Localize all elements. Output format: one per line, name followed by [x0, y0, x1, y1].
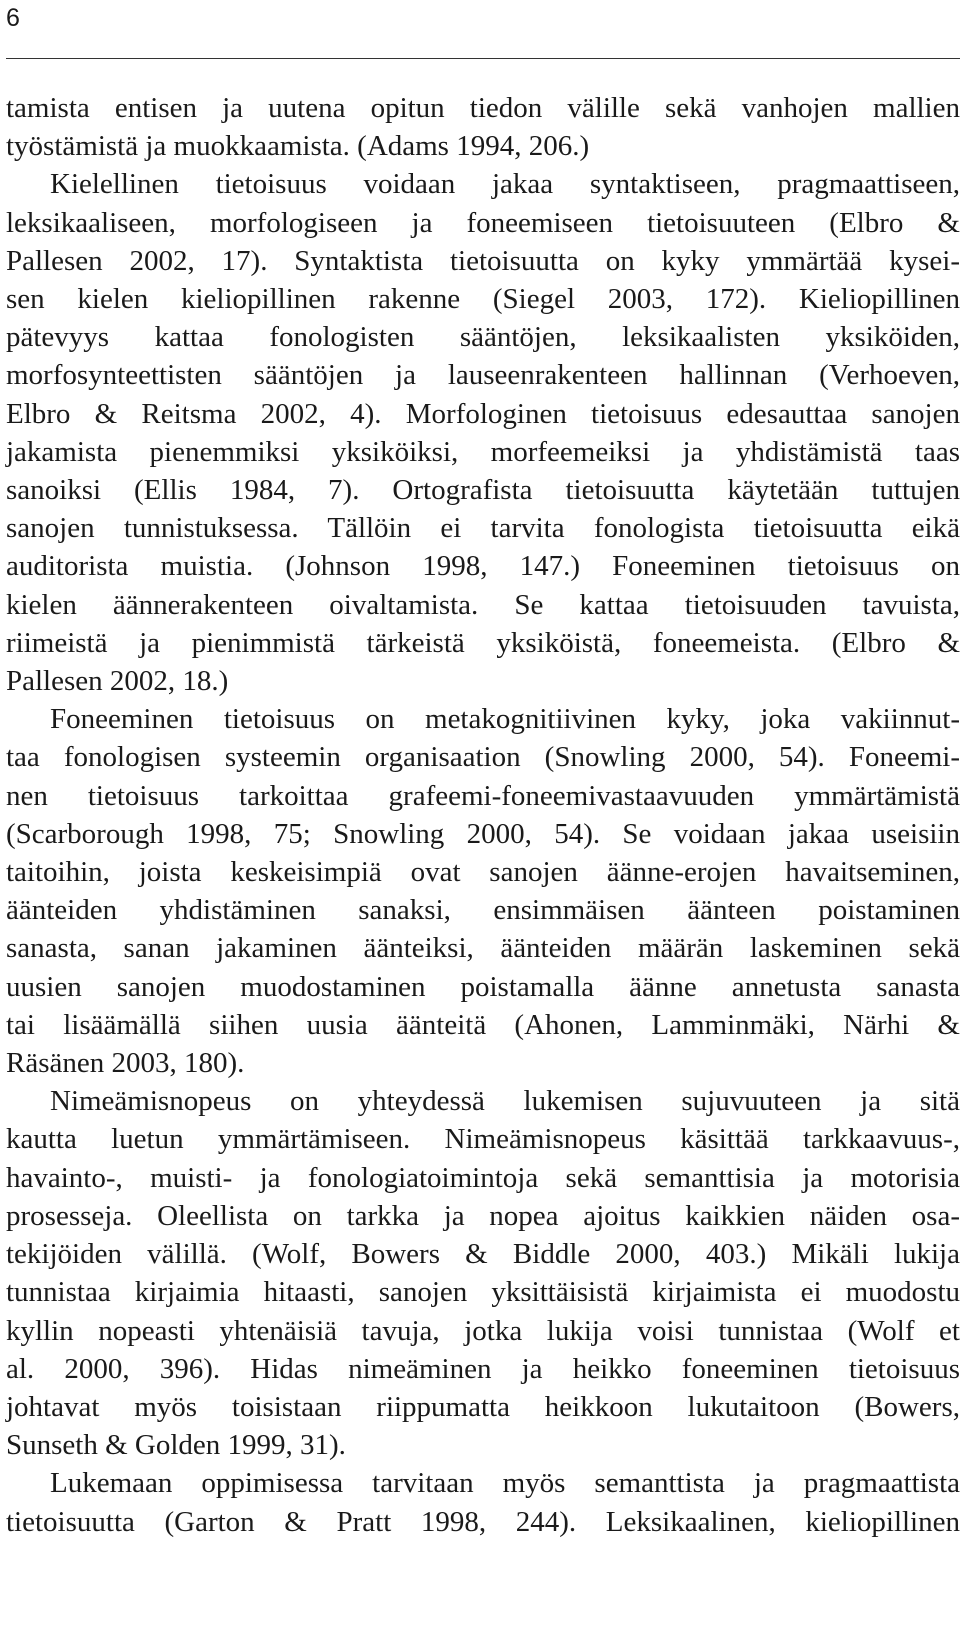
text-line: Pallesen 2002, 17). Syntaktista tietoisuutta on kyky ymmärtää kysei-: [6, 244, 960, 277]
text-line: johtavat myös toisistaan riippumatta heikkoon lukutaitoon (Bowers,: [6, 1390, 960, 1423]
header-rule: [6, 58, 960, 59]
text-line: prosesseja. Oleellista on tarkka ja nopea ajoitus kaikkien näiden osa-: [6, 1199, 960, 1232]
text-line: riimeistä ja pienimmistä tärkeistä yksiköistä, foneemeista. (Elbro &: [6, 626, 960, 659]
text-line: al. 2000, 396). Hidas nimeäminen ja heikko foneeminen tietoisuus: [6, 1352, 960, 1385]
text-line: äänteiden yhdistäminen sanaksi, ensimmäisen äänteen poistaminen: [6, 894, 960, 927]
text-line: Kielellinen tietoisuus voidaan jakaa syntaktiseen, pragmaattiseen,: [50, 168, 960, 201]
text-line: kyllin nopeasti yhtenäisiä tavuja, jotka lukija voisi tunnistaa (Wolf et: [6, 1314, 960, 1347]
text-line: Pallesen 2002, 18.): [6, 665, 229, 698]
text-line: (Scarborough 1998, 75; Snowling 2000, 54). Se voidaan jakaa useisiin: [6, 817, 960, 850]
text-line: morfosynteettisten sääntöjen ja lauseenrakenteen hallinnan (Verhoeven,: [6, 359, 960, 392]
text-line: sanoiksi (Ellis 1984, 7). Ortografista tietoisuutta käytetään tuttujen: [6, 474, 960, 507]
text-line: Sunseth & Golden 1999, 31).: [6, 1429, 346, 1462]
text-line: Elbro & Reitsma 2002, 4). Morfologinen tietoisuus edesauttaa sanojen: [6, 397, 960, 430]
text-line: tamista entisen ja uutena opitun tiedon välille sekä vanhojen mallien: [6, 92, 960, 124]
text-line: Räsänen 2003, 180).: [6, 1047, 245, 1080]
text-line: taitoihin, joista keskeisimpiä ovat sanojen äänne-erojen havaitseminen,: [6, 856, 960, 889]
text-line: leksikaaliseen, morfologiseen ja foneemiseen tietoisuuteen (Elbro &: [6, 206, 960, 239]
text-line: uusien sanojen muodostaminen poistamalla äänne annetusta sanasta: [6, 970, 960, 1003]
body-text: [6, 89, 960, 1541]
text-line: sanasta, sanan jakaminen äänteiksi, äänteiden määrän laskeminen sekä: [6, 932, 960, 965]
text-line: auditorista muistia. (Johnson 1998, 147.) Foneeminen tietoisuus on: [6, 550, 960, 583]
text-line: tunnistaa kirjaimia hitaasti, sanojen yksittäisistä kirjaimista ei muodostu: [6, 1276, 960, 1309]
text-line: työstämistä ja muokkaamista. (Adams 1994, 206.): [6, 130, 590, 163]
text-line: kielen äännerakenteen oivaltamista. Se kattaa tietoisuuden tavuista,: [6, 588, 960, 621]
text-line: sen kielen kieliopillinen rakenne (Siegel 2003, 172). Kieliopillinen: [6, 283, 960, 316]
page-number: 6: [6, 4, 20, 32]
text-line: nen tietoisuus tarkoittaa grafeemi-foneemivastaavuuden ymmärtämistä: [6, 779, 960, 812]
text-line: sanojen tunnistuksessa. Tällöin ei tarvita fonologista tietoisuutta eikä: [6, 512, 960, 545]
text-line: Lukemaan oppimisessa tarvitaan myös semanttista ja pragmaattista: [50, 1467, 960, 1500]
text-line: tietoisuutta (Garton & Pratt 1998, 244). Leksikaalinen, kieliopillinen: [6, 1505, 960, 1538]
text-line: tai lisäämällä siihen uusia äänteitä (Ahonen, Lamminmäki, Närhi &: [6, 1008, 960, 1041]
text-line: jakamista pienemmiksi yksiköiksi, morfeemeiksi ja yhdistämistä taas: [6, 435, 960, 468]
text-line: pätevyys kattaa fonologisten sääntöjen, leksikaalisten yksiköiden,: [6, 321, 960, 354]
text-line: tekijöiden välillä. (Wolf, Bowers & Biddle 2000, 403.) Mikäli lukija: [6, 1238, 960, 1271]
text-line: taa fonologisen systeemin organisaation (Snowling 2000, 54). Foneemi-: [6, 741, 960, 774]
text-line: Nimeämisnopeus on yhteydessä lukemisen sujuvuuteen ja sitä: [50, 1085, 960, 1118]
text-line: kautta luetun ymmärtämiseen. Nimeämisnopeus käsittää tarkkaavuus-,: [6, 1123, 960, 1156]
text-line: Foneeminen tietoisuus on metakognitiivinen kyky, joka vakiinnut-: [50, 703, 960, 736]
text-line: havainto-, muisti- ja fonologiatoimintoja sekä semanttisia ja motorisia: [6, 1161, 960, 1194]
